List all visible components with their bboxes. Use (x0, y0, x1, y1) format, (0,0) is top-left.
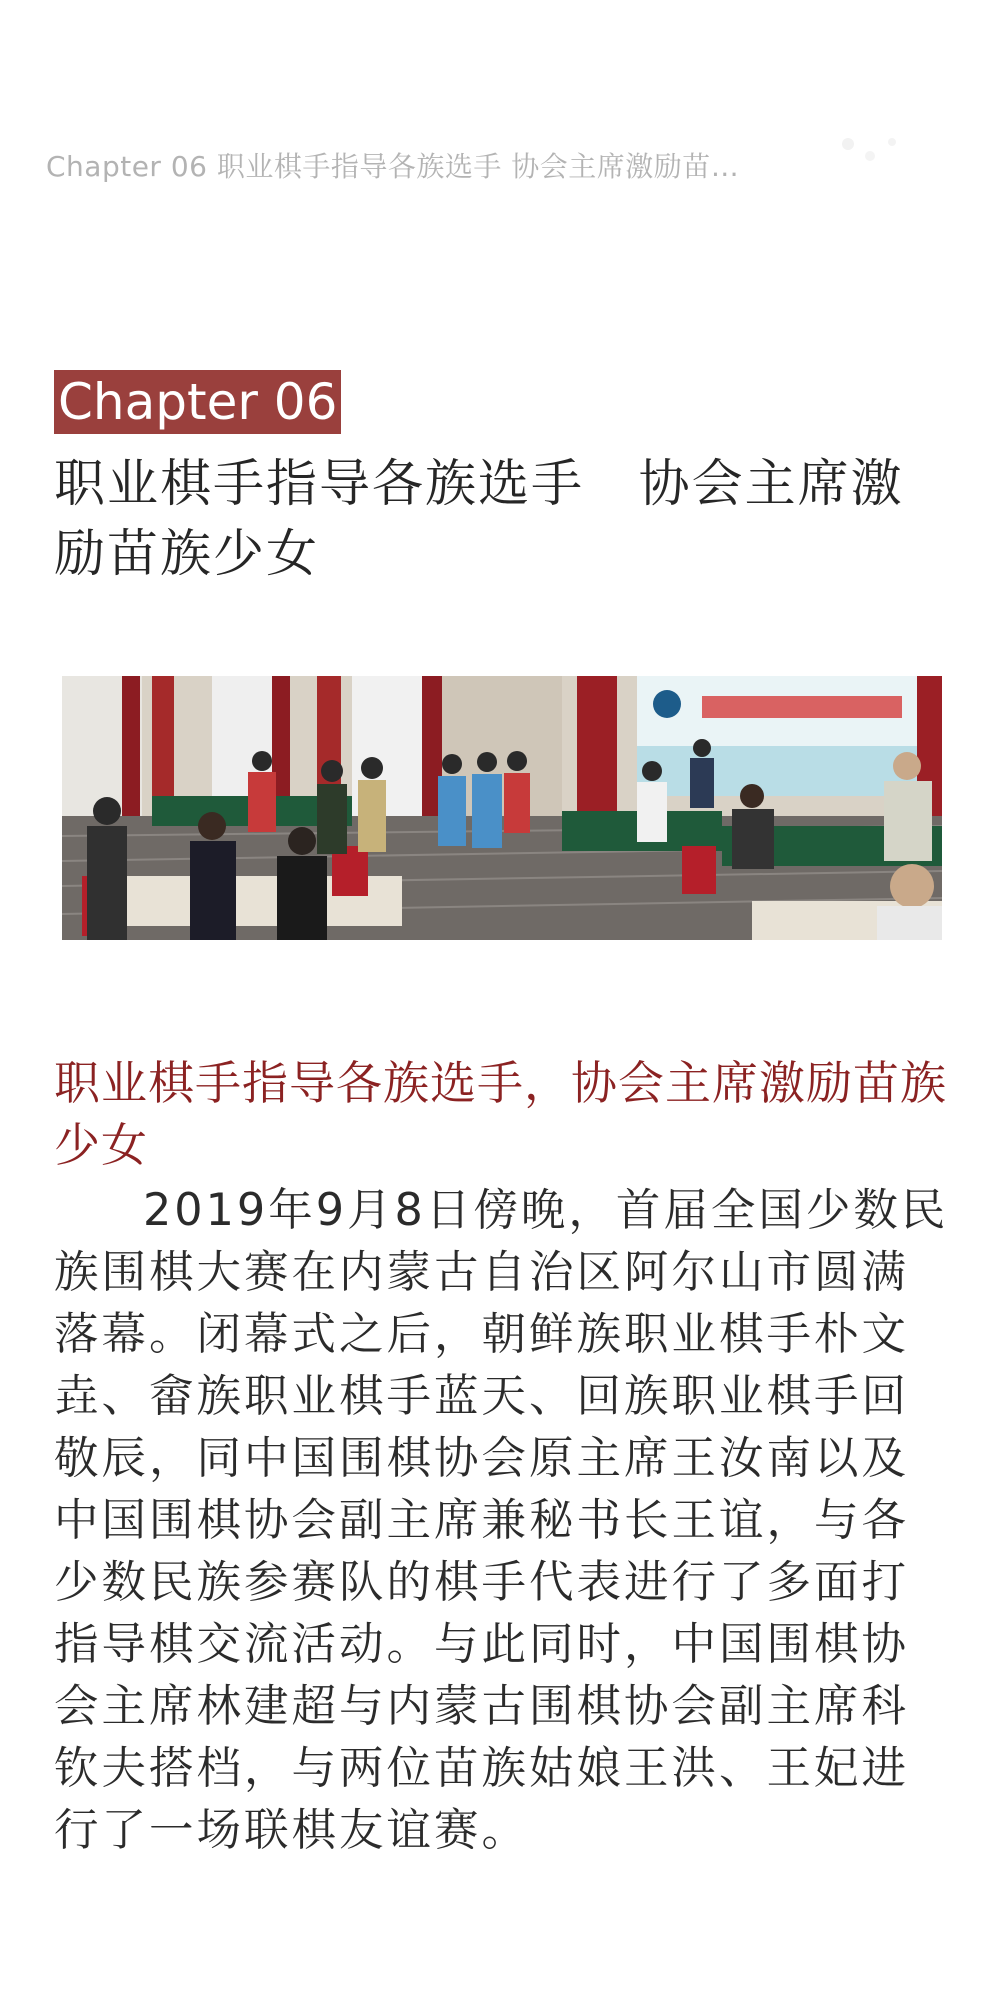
event-photo-illustration (62, 676, 942, 940)
header-decoration-icon (830, 130, 920, 170)
running-header: Chapter 06 职业棋手指导各族选手 协会主席激励苗… (46, 150, 740, 183)
event-photo (62, 676, 942, 940)
section-heading: 职业棋手指导各族选手，协会主席激励苗族少女 (54, 1056, 947, 1172)
chapter-badge: Chapter 06 (54, 370, 341, 434)
chapter-title: 职业棋手指导各族选手 协会主席激励苗族少女 (54, 455, 904, 584)
body-paragraph: 2019年9月8日傍晚，首届全国少数民族围棋大赛在内蒙古自治区阿尔山市圆满落幕。闭幕式之后，朝鲜族职业棋手朴文垚、畲族职业棋手蓝天、回族职业棋手回敬辰，同中国围棋协会原主席王汝南以及中国围棋协会副主席兼秘书长王谊，与各少数民族参赛队的棋手代表进行了多面打指导棋交流活动。与此同时，中国围棋协会主席林建超与内蒙古围棋协会副主席科钦夫搭档，与两位苗族姑娘王洪、王妃进行了一场联棋友谊赛。 (54, 1185, 949, 1856)
